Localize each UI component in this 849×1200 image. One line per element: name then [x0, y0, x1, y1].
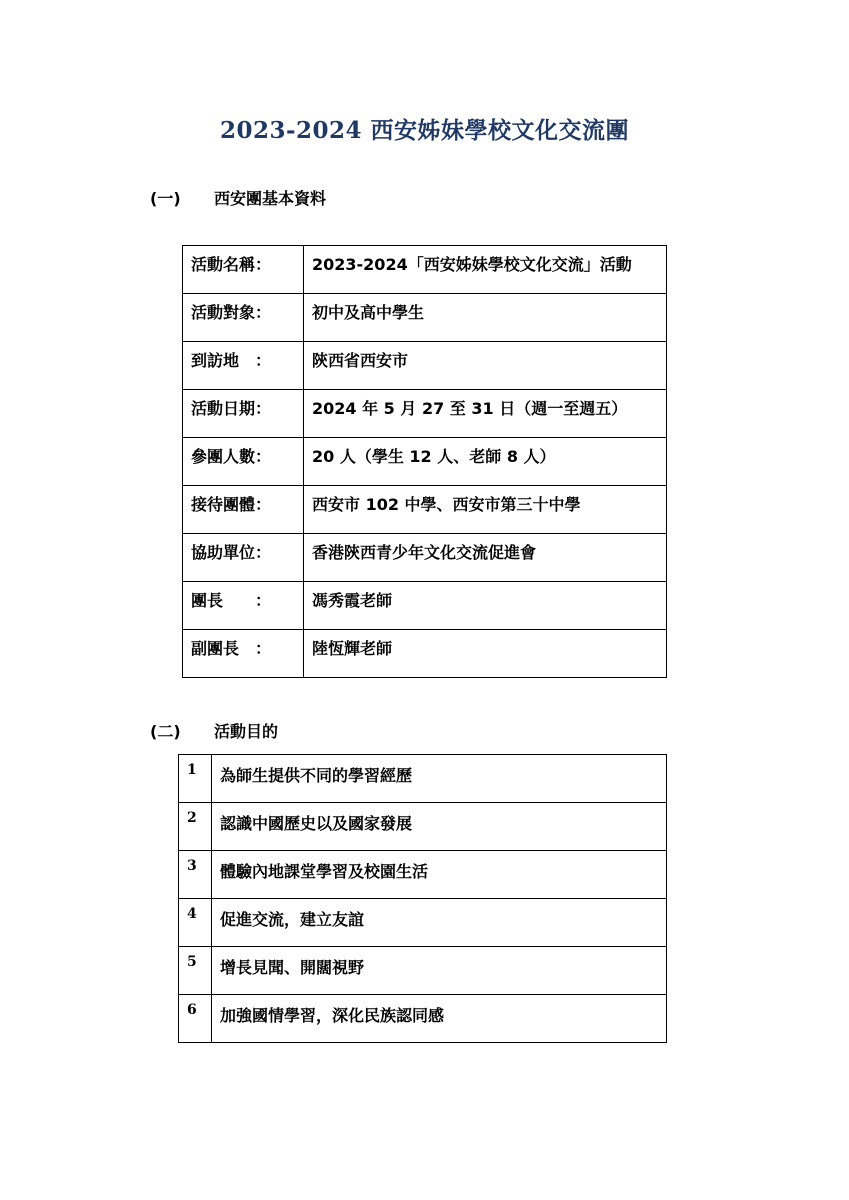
table-row	[183, 534, 667, 582]
objectives-table	[178, 754, 667, 1043]
section-number: (二)	[150, 722, 181, 741]
table-row	[179, 947, 667, 995]
table-row	[183, 342, 667, 390]
item-number: 1	[179, 755, 212, 803]
row-label: 團長 ：	[183, 582, 304, 630]
item-text: 增長見聞、開闊視野	[212, 947, 667, 995]
basic-info-table	[182, 245, 667, 678]
item-text: 認識中國歷史以及國家發展	[212, 803, 667, 851]
row-value: 香港陝西青少年文化交流促進會	[304, 534, 667, 582]
section-number: (一)	[150, 189, 181, 208]
section-heading-basic-info	[150, 186, 326, 209]
item-text: 體驗內地課堂學習及校園生活	[212, 851, 667, 899]
table-row	[179, 899, 667, 947]
table-row	[183, 630, 667, 678]
table-row	[183, 582, 667, 630]
table-row	[179, 995, 667, 1043]
section-title: 活動目的	[214, 722, 279, 741]
table-row	[183, 294, 667, 342]
row-value: 馮秀霞老師	[304, 582, 667, 630]
row-value: 西安市 102 中學、西安市第三十中學	[304, 486, 667, 534]
table-row	[183, 246, 667, 294]
item-text: 為師生提供不同的學習經歷	[212, 755, 667, 803]
table-row	[183, 438, 667, 486]
item-number: 5	[179, 947, 212, 995]
row-label: 副團長 ：	[183, 630, 304, 678]
row-value: 陝西省西安市	[304, 342, 667, 390]
row-label: 到訪地 ：	[183, 342, 304, 390]
page-title: 2023-2024 西安姊妹學校文化交流團	[219, 117, 630, 144]
row-label: 活動日期：	[183, 390, 304, 438]
table-row	[183, 390, 667, 438]
item-number: 4	[179, 899, 212, 947]
row-value: 2023-2024「西安姊妹學校文化交流」活動	[304, 246, 667, 294]
table-row	[183, 486, 667, 534]
table-row	[179, 803, 667, 851]
item-number: 3	[179, 851, 212, 899]
row-label: 活動對象：	[183, 294, 304, 342]
row-label: 協助單位：	[183, 534, 304, 582]
row-label: 參團人數：	[183, 438, 304, 486]
row-value: 陸恆輝老師	[304, 630, 667, 678]
item-text: 加強國情學習，深化民族認同感	[212, 995, 667, 1043]
table-row	[179, 755, 667, 803]
item-number: 2	[179, 803, 212, 851]
row-value: 初中及高中學生	[304, 294, 667, 342]
section-title: 西安團基本資料	[214, 189, 327, 208]
item-number: 6	[179, 995, 212, 1043]
item-text: 促進交流，建立友誼	[212, 899, 667, 947]
row-label: 接待團體：	[183, 486, 304, 534]
row-value: 20 人（學生 12 人、老師 8 人）	[304, 438, 667, 486]
row-value: 2024 年 5 月 27 至 31 日（週一至週五）	[304, 390, 667, 438]
row-label: 活動名稱：	[183, 246, 304, 294]
table-row	[179, 851, 667, 899]
section-heading-objectives	[150, 719, 278, 742]
